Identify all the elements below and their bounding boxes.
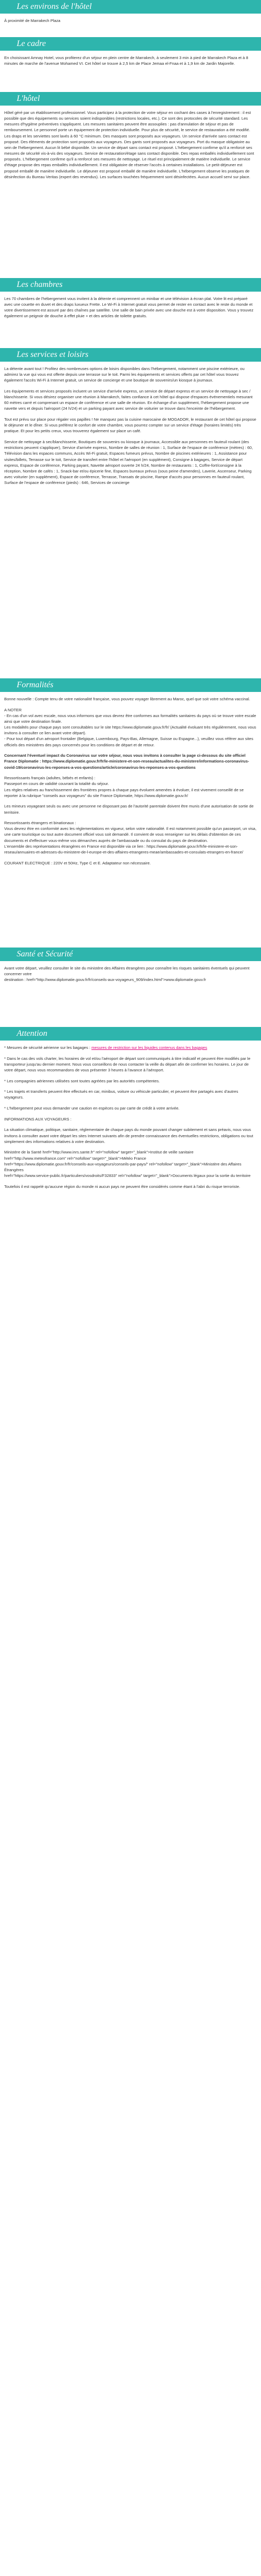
attention-security-label: * Mesures de sécurité aérienne sur les bagages : (4, 1045, 92, 1050)
section-sante-title: Santé et Sécurité (0, 948, 261, 961)
services-paragraph: La détente avant tout ! Profitez des nombreuses options de loisirs disponibles dans l'hébergement, notamment une piscine extérieure, ou admirez la vue qui vous est offerte depuis une terrasse sur le toit. Parmi les équipements et services offerts par cet hôtel vous trouvez également l'accès Wi-Fi à Internet gratuit, un service de concierge et une boutique de souvenirs/un kiosque à journaux. (4, 366, 245, 383)
attention-paragraph: La situation climatique, politique, sanitaire, réglementaire de chaque pays du monde pouvant changer subitement et sans préavis, nous vous invitons à consulter avant votre départ les sites Internet suivants afin de prendre connaissance des éventuelles restrictions, obligations ou tout simplement des informations relatives à votre destination. (4, 1127, 253, 1144)
section-formalites (0, 678, 261, 948)
attention-paragraph: * L'hébergement peut vous demander une caution en espèces ou par carte de crédit à votre arrivée. (4, 1106, 180, 1111)
section-attention-title: Attention (0, 1027, 261, 1041)
attention-paragraph: * Les compagnies aériennes utilisées sont toutes agréées par les autorités compétentes. (4, 1078, 160, 1083)
attention-paragraph: INFORMATIONS AUX VOYAGEURS : (4, 1116, 72, 1122)
section-cadre-text: En choisissant Amnay Hotel, vous profiterez d'un séjour en plein centre de Marrakech, à seulement 3 min à pied de Marrakech Plaza et à 8 minutes de marche de l'avenue Mohamed VI. Cet hôtel se trouve à 2,5 km de Place Jemaa el-Fnaa et à 1,9 km de Jardin Majorelle. (4, 55, 248, 66)
section-chambres (0, 278, 261, 348)
formalites-paragraph: Les mineurs voyageant seuls ou avec une personne ne disposant pas de l'autorité parentale doivent être munis d'une autorisation de sortie de territoire. (4, 804, 254, 815)
formalites-paragraph: COURANT ELECTRIQUE : 220V et 50Hz, Type C et E. Adaptateur non nécessaire. (4, 860, 151, 865)
section-cadre (0, 37, 261, 92)
section-hotel-text: Hôtel géré par un établissement professionnel. Vous participez à la protection de votre séjour en cochant des cases à l'enregistrement : il est possible que des équipements ou services soient indisponibles (restrictions locales, etc.). Ce sont des protocoles de sécurité standard. Les mesures d'hygiène préventives s'appliquent. Les mesures sanitaires peuvent être assouplies : pas d'annulation de séjour et pas de remboursement. Le personnel porte un équipement de protection individuelle. Pour plus de sécurité, le service de restauration a été modifié. Les draps et les serviettes sont lavés à 60 °C minimum. Des masques sont proposés aux voyageurs. Un service d'arrivée sans contact est proposé. Des éléments de protection sont proposés aux voyageurs. Des gants sont proposés aux voyageurs. Port du masque obligatoire au sein de l'hébergement. Aucun lit bébé disponible. Un service de départ sans contact est proposé. L'hébergement confirme qu'il a renforcé ses mesures de sécurité vis-à-vis des voyageurs. Service de restauration/étage sans contact disponible. Des repas emballés individuellement sont proposés. L'hébergement confirme qu'il a renforcé ses mesures de nettoyage. Le rituel est principalement de matière individuelle. Le service d'étage propose des repas emballés individuellement. Il est obligatoire de réserver l'accès à certaines installations. Le petit-déjeuner est proposé emballé de manière individuelle. Le déjeuner est proposé emballé de manière individuelle. L'hébergement observe les pratiques de désinfection du Bureau Veritas (expert des revendus). Les surfaces touchées fréquemment sont désinfectées. Aucun accueil servi sur place. (4, 110, 254, 179)
services-paragraph: Tout est prévu sur place pour régaler vos papilles ! Ne manquez pas la cuisine marocaine de MOGADOR, le restaurant de cet hôtel qui propose le déjeuner et le dîner. Si vous préférez le confort de votre chambre, vous pourrez compter sur un service d'étage (horaires limités) très pratique. Et pour les petits creux, vous trouverez également sur place un café. (4, 417, 256, 434)
formalites-paragraph: Bonne nouvelle : Compte tenu de votre nationalité française, vous pouvez voyager librement au Maroc, quel que soit votre schéma vaccinal. (4, 697, 251, 701)
formalites-paragraph: Ressortissants étrangers et binationaux : Vous devrez être en conformité avec les réglementations en vigueur, selon votre nationalité. Il est notamment possible qu'un passeport, un visa, une carte touristique ou tout autre document officiel vous soit demandé. Il convient de vous renseigner sur les délais d'obtention de ces documents et d'effectuer vous-même vos démarches auprès de l'ambassade ou du consulat du pays de destination. L'ensemble des représentations étrangères en France est disponible via ce lien : https://www.diplomatie.gouv.fr/fr/le-ministere-et-son-reseau/annuaires-et-adresses-du-ministere-de-l-europe-et-des-affaires-etrangeres-meae/ambassades-et-consulats-etrangers-en-france/ (4, 821, 257, 854)
attention-paragraph: * Les trajets et transferts peuvent être effectués en car, minibus, voiture ou véhicule particulier, et peuvent être partagés avec d'autres voyageurs. (4, 1089, 239, 1100)
section-sante (0, 948, 261, 1027)
section-hotel-title: L'hôtel (0, 92, 261, 106)
section-environs (0, 0, 261, 37)
liquids-restriction-link[interactable]: mesures de restriction sur les liquides contenus dans les bagages (91, 1045, 207, 1050)
formalites-paragraph: A NOTER - En cas d'un vol avec escale, nous vous informons que vous devrez être conformes aux formalités sanitaires du pays où se trouve votre escale ainsi que votre destination finale. Les modalités pour chaque pays sont consultables sur le site https://www.diplomatie.gouv.fr/fr/ (Actualité évoluant très régulièrement, nous vous invitons à consulter ce lien avant votre départ). - Pour tout départ d'un aéroport frontalier (Belgique, Luxembourg, Pays-Bas, Allemagne, Suisse ou Espagne...), veuillez vous référer aux sites officiels des ministères des pays concernés pour les conditions de départ et de retour. (4, 707, 256, 747)
section-environs-text: À proximité de Marrakech Plaza (4, 18, 61, 23)
services-paragraph: Les équipements et services proposés incluent un service d'arrivée express, un service de départ express et un service de nettoyage à sec / blanchisserie. Si vous désirez organiser une réunion à Marrakech, faites confiance à cet hôtel qui dispose d'espaces événementiels mesurant 60 mètres carré et comprenant un espace de conférence et une salle de réunion. En échange d'un supplément, l'hébergement propose une navette vers et depuis l'aéroport (24 h/24) et un parking payant avec service de voiturier se trouve dans l'enceinte de l'hébergement. (4, 388, 253, 411)
section-chambres-text: Les 70 chambres de l'hébergement vous invitent à la détente et comprennent un minibar et une télévision à écran plat. Votre lit est préparé avec une couette en duvet et des draps luxueux Frette. Le Wi-Fi à Internet gratuit vous permet de rester en contact avec le reste du monde et votre divertissement est assuré par des chaînes par satellite. Une salle de bain privée avec une douche est à votre disposition. Vous y trouvez également un peignoir de douche à effet pluie + et des articles de toilette gratuits. (4, 296, 254, 319)
formalites-paragraph: Concernant l'éventuel impact du Coronavirus sur votre séjour, nous vous invitons à consulter la page ci-dessous du site officiel France Diplomatie : https://www.diplomatie.gouv.fr/fr/le-ministere-et-son-reseau/actualites-du-ministere/informations-coronavirus-covid-19/coronavirus-les-reponses-a-vos-questions/article/coronavirus-les-reponses-a-vos-questions (4, 753, 250, 770)
attention-paragraph: Ministère de la Santé href="http://www.inrs.sante.fr" rel="nofollow" target="_blank">Institut de veille sanitaire href="http://www.meteofrance.com" rel="nofollow" target="_blank">Météo France href="https://www.diplomatie.gouv.fr/fr/conseils-aux-voyageurs/conseils-par-pays/" rel="nofollow" target="_blank">Ministère des Affaires Étrangères href="https://www.service-public.fr/particuliers/vosdroits/F32833" rel="nofollow" target="_blank">Documents légaux pour la sortie du territoire (4, 1150, 251, 1178)
formalites-paragraph: Ressortissants français (adultes, bébés et enfants) : Passeport en cours de validité couvrant la totalité du séjour. Les règles relatives au franchissement des frontières propres à chaque pays évoluent amenées à évoluer, il est vivement conseillé de se reporter à la rubrique "conseils aux voyageurs" du site France Diplomatie, https://www.diplomatie.gouv.fr/ (4, 776, 244, 798)
section-cadre-title: Le cadre (0, 37, 261, 51)
section-formalites-title: Formalités (0, 678, 261, 692)
section-environs-title: Les environs de l'hôtel (0, 0, 261, 14)
section-sante-text: Avant votre départ, veuillez consulter le site du ministère des Affaires étrangères pour connaître les risques sanitaires éventuels qui peuvent concerner votre destination : href="http://www.diplomatie.gouv.fr/fr/conseils-aux-voyageurs_909/index.html">www.diplomatie.gouv.fr (4, 966, 250, 983)
section-attention (0, 1027, 261, 1588)
section-hotel (0, 92, 261, 278)
attention-paragraph: Toutefois il est rappelé qu'aucune région du monde ni aucun pays ne peuvent être considérés comme étant à l'abri du risque terroriste. (4, 1184, 241, 1189)
attention-paragraph: * Dans le cas des vols charter, les horaires de vol et/ou l'aéroport de départ sont communiqués à titre indicatif et peuvent être modifiés par le transporteur jusqu'au dernier moment. Nous vous conseillons de nous contacter la veille du départ afin de confirmer les horaires. Le jour de votre départ, nous vous recommandons de vous présenter 3 heures à l'avance à l'aéroport. (4, 1056, 251, 1072)
section-services (0, 348, 261, 678)
services-paragraph: Service de nettoyage à sec/blanchisserie, Boutiques de souvenirs ou kiosque à journaux, Accessible aux personnes en fauteuil roulant (des restrictions peuvent s'appliquer), Service d'arrivée express, Nombre de salles de réunion : 1, Surface de l'espace de conférence (mètres) : 60, Télévision dans les espaces communs, Accès Wi-Fi gratuit, Espaces fumeurs prévus, Nombre de piscines extérieures : 1, Assistance pour visites/billets, Terrasse sur le toit, Service de transfert entre l'hôtel et l'aéroport (en supplément), Consigne à bagages, Service de départ express, Espace de conférence, Parking payant, Navette aéroport ouverte 24 h/24, Nombre de restaurants : 1, Coffre-fort/consigne à la réception, Nombre de cafés : 1, Snack-bar et/ou épicerie fine, Espaces bureaux prévus (sous peine d'amendes), Laverie, Ascenseur, Parking avec voiturier (en supplément), Espace de conférence, Terrasse, Transats de piscine, Rampe d'accès pour personnes en fauteuil roulant, Surface de l'espace de conférence (pieds) : 646, Services de concierge (4, 440, 253, 486)
section-services-title: Les services et loisirs (0, 348, 261, 362)
section-chambres-title: Les chambres (0, 278, 261, 292)
attention-paragraph (4, 1045, 257, 1050)
